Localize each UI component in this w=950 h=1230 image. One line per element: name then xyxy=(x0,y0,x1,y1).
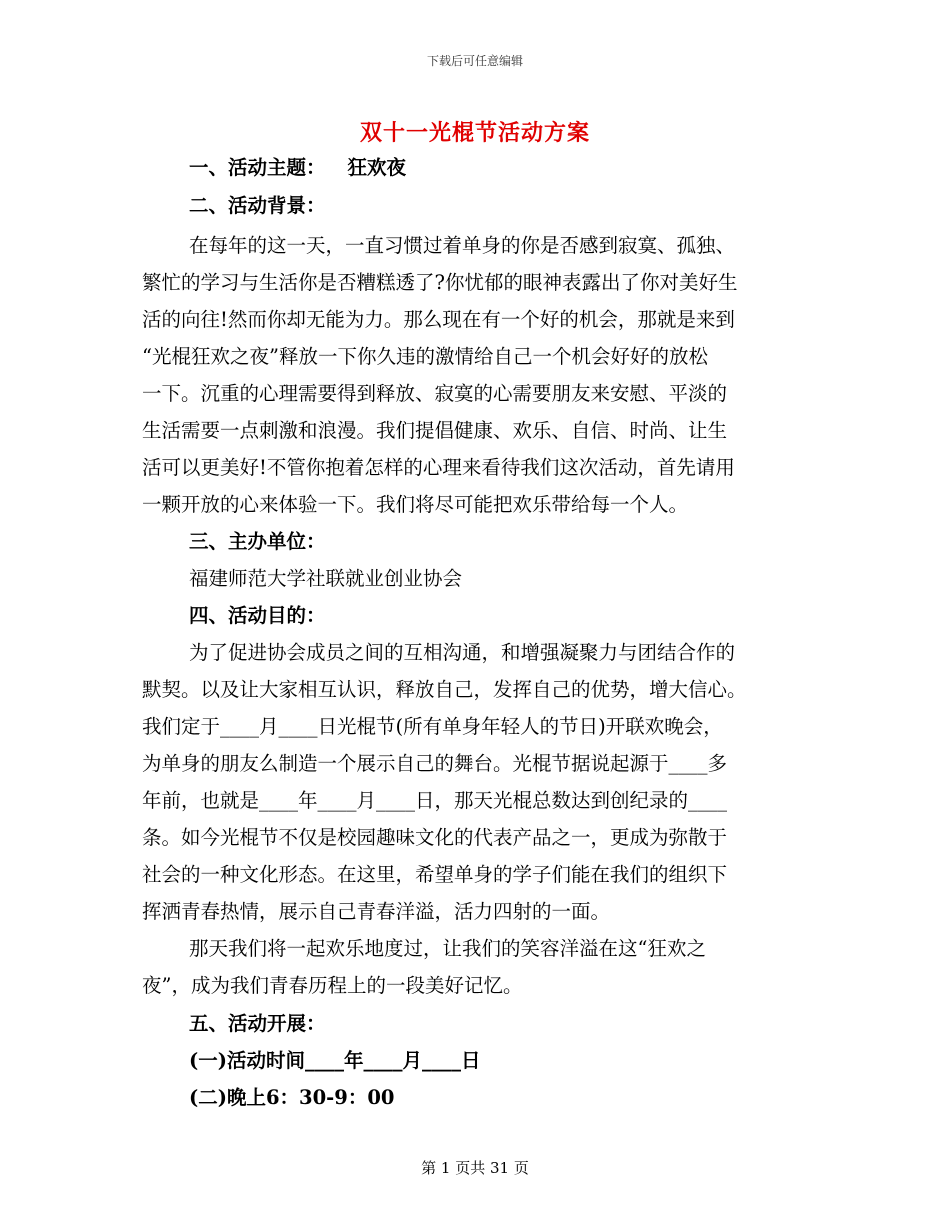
page-footer: 第 1 页共 31 页 xyxy=(421,1159,529,1177)
theme-value: 狂欢夜 xyxy=(347,156,407,179)
organizer-heading: 三、主办单位： xyxy=(189,530,326,553)
purpose-line: 默契。以及让大家相互认识，释放自己，发挥自己的优势，增大信心。 xyxy=(142,678,747,701)
purpose-line: 为单身的朋友么制造一个展示自己的舞台。光棍节据说起源于____多 xyxy=(142,752,728,775)
background-line: 一下。沉重的心理需要得到释放、寂寞的心需要朋友来安慰、平淡的 xyxy=(142,382,728,405)
theme-heading: 一、活动主题： xyxy=(189,156,326,179)
purpose-heading: 四、活动目的： xyxy=(189,604,326,627)
background-line: 一颗开放的心来体验一下。我们将尽可能把欢乐带给每一个人。 xyxy=(142,493,689,516)
purpose-line: 条。如今光棍节不仅是校园趣味文化的代表产品之一，更成为弥散于 xyxy=(142,826,728,849)
purpose-line: 我们定于____月____日光棍节(所有单身年轻人的节日)开联欢晚会， xyxy=(142,715,723,738)
background-line: 在每年的这一天，一直习惯过着单身的你是否感到寂寞、孤独、 xyxy=(189,234,736,257)
activity-heading: 五、活动开展： xyxy=(189,1012,326,1035)
organizer-value: 福建师范大学社联就业创业协会 xyxy=(189,567,463,590)
document-title: 双十一光棍节活动方案 xyxy=(359,120,590,146)
closing-line: 夜”，成为我们青春历程上的一段美好记忆。 xyxy=(142,974,523,997)
background-line: 活的向往!然而你却无能为力。那么现在有一个好的机会，那就是来到 xyxy=(142,308,735,331)
background-line: 生活需要一点刺激和浪漫。我们提倡健康、欢乐、自信、时尚、让生 xyxy=(142,419,728,442)
theme-row xyxy=(189,156,406,180)
closing-line: 那天我们将一起欢乐地度过，让我们的笑容洋溢在这“狂欢之 xyxy=(189,937,706,960)
activity-hours: (二)晚上6：30-9：00 xyxy=(189,1086,395,1109)
background-line: “光棍狂欢之夜”释放一下你久违的激情给自己一个机会好好的放松 xyxy=(142,345,708,368)
purpose-line: 社会的一种文化形态。在这里，希望单身的学子们能在我们的组织下 xyxy=(142,863,728,886)
background-heading: 二、活动背景： xyxy=(189,194,326,217)
purpose-line: 挥洒青春热情，展示自己青春洋溢，活力四射的一面。 xyxy=(142,900,611,923)
background-line: 活可以更美好!不管你抱着怎样的心理来看待我们这次活动，首先请用 xyxy=(142,456,735,479)
background-line: 繁忙的学习与生活你是否糟糕透了?你忧郁的眼神表露出了你对美好生 xyxy=(142,271,738,294)
page-header-note: 下载后可任意编辑 xyxy=(426,54,523,68)
purpose-line: 为了促进协会成员之间的互相沟通，和增强凝聚力与团结合作的 xyxy=(189,641,736,664)
activity-time: (一)活动时间____年____月____日 xyxy=(189,1049,481,1072)
purpose-line: 年前，也就是____年____月____日，那天光棍总数达到创纪录的____ xyxy=(142,789,728,812)
